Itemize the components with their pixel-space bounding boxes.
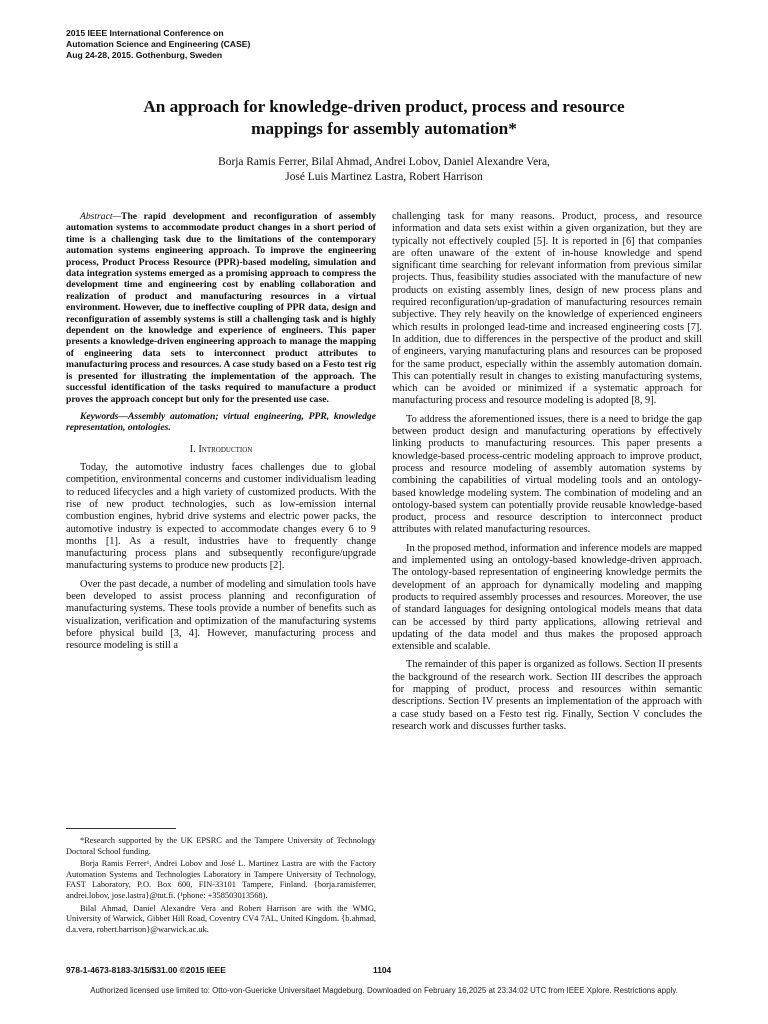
section-title: Introduction	[198, 443, 253, 455]
conference-line-3: Aug 24-28, 2015. Gothenburg, Sweden	[66, 50, 223, 60]
intro-paragraph-1: Today, the automotive industry faces challenges due to global competition, environmental concerns and customer individualism leading to reduced lifecycles and a high variety of customized products. With the rise of new product technologies, such as low-emission internal combustion engines, hybrid drive systems and electric power packs, the automotive industry is expected to accommodate changes every 6 to 9 months [1]. As a result, industries have to frequently change manufacturing process plans and subsequently reconfigure/upgrade manufacturing systems to produce new products [2].	[66, 462, 376, 572]
right-column	[392, 211, 702, 739]
title-line-2: mappings for assembly automation*	[251, 119, 517, 138]
right-paragraph-3: In the proposed method, information and inference models are mapped and implemented using an ontology-based knowledge-driven approach. The ontology-based representation of engineering knowledge permits the development of an approach for dynamically modeling and mapping products to required assembly processes and resources. Moreover, the use of standard languages for designing ontological models means that data can be accessed by third party applications, allowing retrieval and updating of the data model and thus makes the proposed approach extensible and scalable.	[392, 542, 702, 653]
footnote-divider	[66, 828, 176, 829]
conference-line-1: 2015 IEEE International Conference on	[66, 28, 224, 38]
title-line-1: An approach for knowledge-driven product, process and resource	[143, 97, 625, 116]
section-number: I.	[189, 443, 196, 455]
abstract-lead: Abstract—	[80, 211, 122, 222]
left-column	[66, 211, 376, 658]
page-number: 1104	[373, 965, 392, 975]
abstract-text: The rapid development and reconfiguration of assembly automation systems to accommodate product changes in a short period of time is a challenging task due to the limitations of the contemporary automation systems engineering approach. To improve the engineering process, Product Process Resource (PPR)-based modeling, simulation and data integration systems emerged as a promising approach to compress the development time and engineering cost by enabling collaboration and realization of product and manufacturing resources in a virtual environment. However, due to ineffective coupling of PPR data, design and reconfiguration of assembly systems is still a challenging task and is highly dependent on the knowledge and experience of engineers. This paper presents a knowledge-driven engineering approach to manage the mapping of engineering data sets to interconnect product attributes to manufacturing process and resources. A case study based on a Festo test rig is presented for illustrating the implementation of the approach. The successful identification of the tasks required to manufacture a product proves the approach concept but only for the presented use case.	[66, 211, 376, 405]
footnote-funding: *Research supported by the UK EPSRC and the Tampere University of Technology Doctoral School funding.	[66, 836, 376, 856]
conference-line-2: Automation Science and Engineering (CASE)	[66, 39, 251, 49]
right-paragraph-4: The remainder of this paper is organized as follows. Section II presents the background of the research work. Section III describes the approach for mapping of product, process and resources within semantic descriptions. Section IV presents an implementation of the approach with a case study based on a Festo test rig. Finally, Section V concludes the research work and discusses further tasks.	[392, 659, 702, 732]
right-paragraph-2: To address the aforementioned issues, there is a need to bridge the gap between product design and manufacturing operations by effectively linking products to manufacturing resources. This paper presents a knowledge-based process-centric modeling approach to improve product, process and resource modeling of assembly automation systems by combining the capabilities of virtual modeling tools and an ontology-based knowledge modeling system. The combination of modeling and an ontology-based system can potentially provide reusable knowledge-based product, process and resource description to interconnect product attributes with related manufacturing resources.	[392, 413, 702, 536]
footnotes	[66, 836, 376, 937]
conference-header	[66, 28, 250, 61]
footnote-tut-affiliation: Borja Ramis Ferrer¹, Andrei Lobov and José L. Martinez Lastra are with the Factory Automation Systems and Technologies Laboratory in Tampere University of Technology, FAST Laboratory, P.O. Box 600, FIN-33101 Tampere, Finland. {borja.ramisferrer, andrei.lobov, jose.lastra}@tut.fi. (¹phone: +358503013568).	[66, 859, 376, 900]
copyright-isbn: 978-1-4673-8183-3/15/$31.00 ©2015 IEEE	[66, 965, 226, 975]
keywords: Keywords—Assembly automation; virtual engineering, PPR, knowledge representation, ontologies.	[66, 410, 376, 434]
section-heading-introduction	[66, 444, 376, 456]
paper-title	[60, 96, 708, 140]
author-list	[60, 155, 708, 185]
license-notice: Authorized licensed use limited to: Otto-von-Guericke Universitaet Magdeburg. Downloaded on February 16,2025 at 23:34:02 UTC from IEEE Xplore. Restrictions apply.	[90, 986, 678, 995]
authors-line-1: Borja Ramis Ferrer, Bilal Ahmad, Andrei Lobov, Daniel Alexandre Vera,	[218, 156, 550, 168]
intro-paragraph-2: Over the past decade, a number of modeling and simulation tools have been developed to assist process planning and reconfiguration of manufacturing systems. These tools provide a number of benefits such as visualization, verification and optimization of the manufacturing systems before physical build [3, 4]. However, manufacturing process and resource modeling is still a	[66, 578, 376, 652]
right-paragraph-1: challenging task for many reasons. Product, process, and resource information and data sets exist within a given organization, but they are typically not effectively coupled [5]. It is reported in [6] that companies are often unaware of the extent of in-house knowledge and spend significant time searching for relevant information from previous similar projects. Thus, feasibility studies associated with the manufacture of new products on existing assembly lines, design of new process plans and required reconfiguration/up-gradation of manufacturing resources remain subjective. They rely heavily on the knowledge of experienced engineers which results in prolonged lead-time and increased engineering costs [7]. In addition, due to differences in the perspective of the product and skill of engineers, varying manufacturing plans and resources can be proposed for the same product, especially within the assembly automation domain. This can potentially result in changes to existing manufacturing systems, which can be avoided or minimized if a systematic approach for manufacturing process and resource modeling is adopted [8, 9].	[392, 211, 702, 407]
authors-line-2: José Luis Martinez Lastra, Robert Harrison	[285, 171, 483, 183]
footnote-warwick-affiliation: Bilal Ahmad, Daniel Alexandre Vera and Robert Harrison are with the WMG, University of Warwick, Gibbet Hill Road, Coventry CV4 7AL, United Kingdom. {b.ahmad, d.a.vera, robert.harrison}@warwick.ac.uk.	[66, 903, 376, 934]
abstract	[66, 211, 376, 405]
